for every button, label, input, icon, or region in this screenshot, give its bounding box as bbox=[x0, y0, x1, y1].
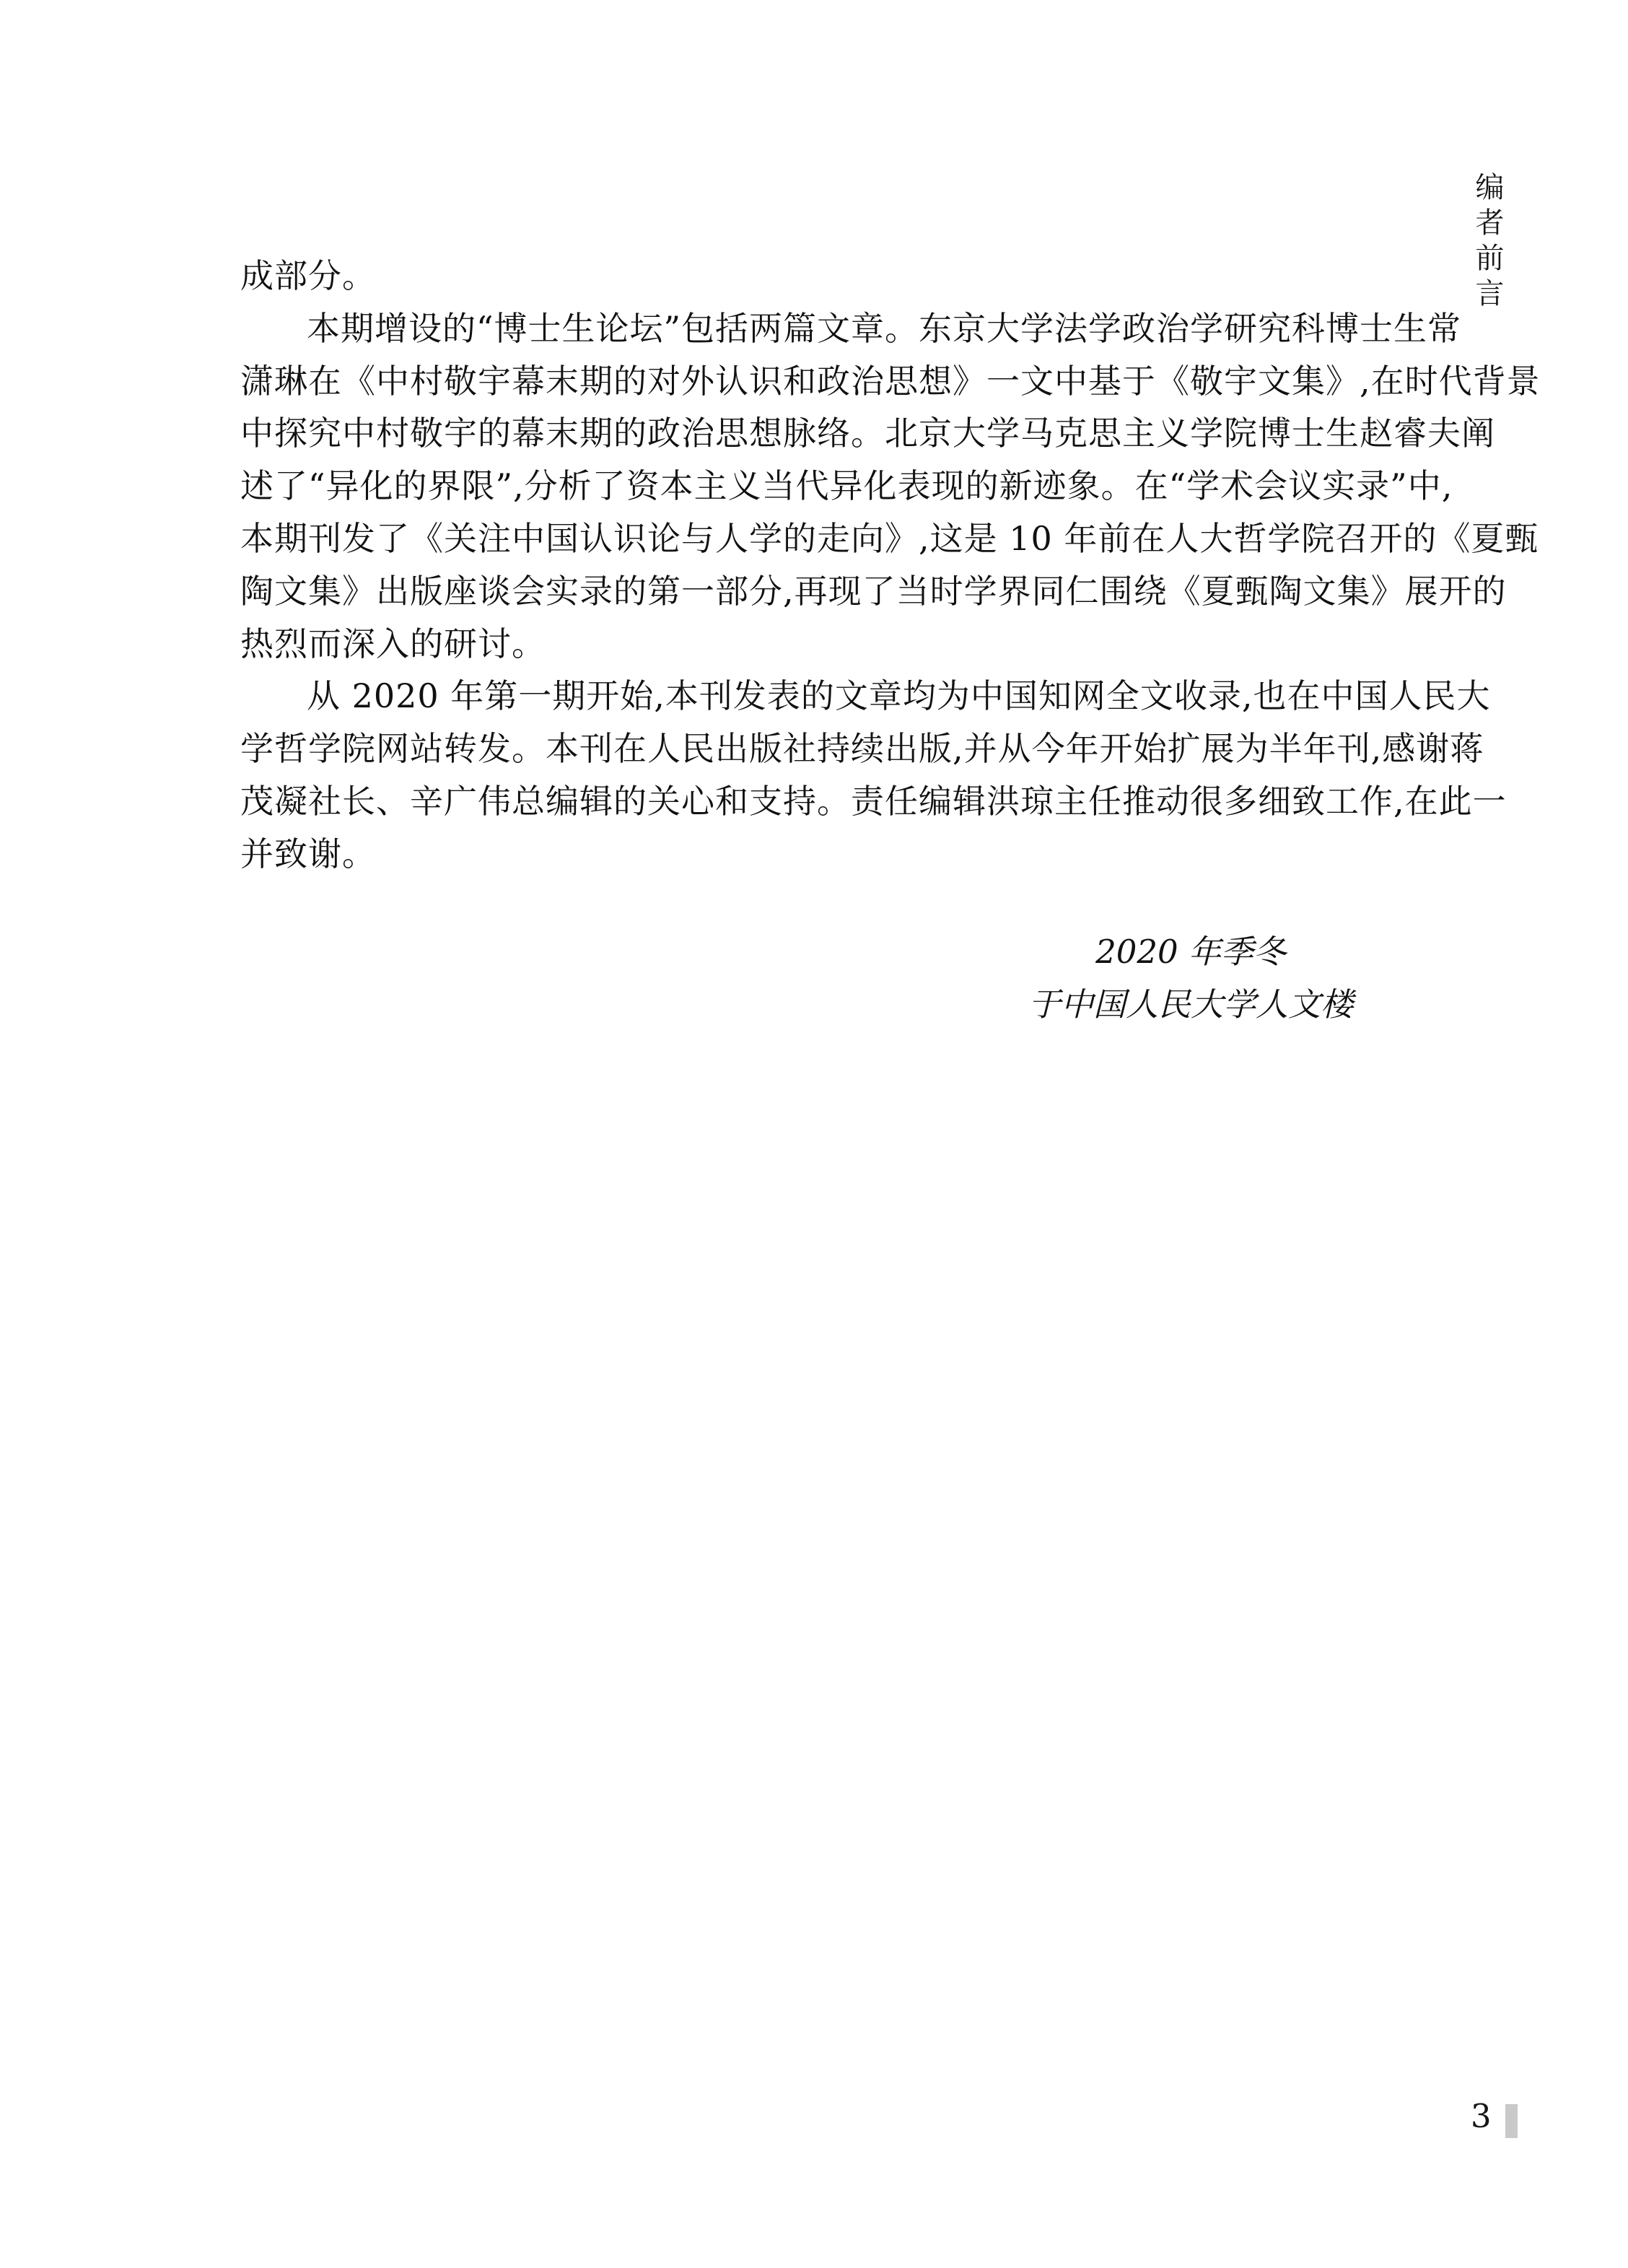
signature-place: 于中国人民大学人文楼 bbox=[1028, 985, 1354, 1024]
body-line: 并致谢。 bbox=[240, 834, 376, 873]
body-line: 茂凝社长、辛广伟总编辑的关心和支持。责任编辑洪琼主任推动很多细致工作,在此一 bbox=[240, 781, 1507, 821]
body-line: 潇琳在《中村敬宇幕末期的对外认识和政治思想》一文中基于《敬宇文集》,在时代背景 bbox=[240, 361, 1541, 401]
signature-date: 2020 年季冬 bbox=[1095, 933, 1286, 971]
body-line: 述了“异化的界限”,分析了资本主义当代异化表现的新迹象。在“学术会议实录”中, bbox=[240, 466, 1453, 506]
body-line: 本期刊发了《关注中国认识论与人学的走向》,这是 10 年前在人大哲学院召开的《夏甄 bbox=[240, 518, 1539, 558]
body-text-block bbox=[240, 250, 1541, 881]
signature-block bbox=[1028, 925, 1353, 1031]
body-line: 热烈而深入的研讨。 bbox=[240, 624, 546, 663]
body-line: 从 2020 年第一期开始,本刊发表的文章均为中国知网全文收录,也在中国人民大 bbox=[307, 676, 1491, 716]
body-line: 中探究中村敬宇的幕末期的政治思想脉络。北京大学马克思主义学院博士生赵睿夫阐 bbox=[240, 414, 1495, 453]
page-number: 3 bbox=[1471, 2097, 1492, 2135]
body-line: 学哲学院网站转发。本刊在人民出版社持续出版,并从今年开始扩展为半年刊,感谢蒋 bbox=[240, 729, 1484, 769]
body-line: 陶文集》出版座谈会实录的第一部分,再现了当时学界同仁围绕《夏甄陶文集》展开的 bbox=[240, 571, 1507, 611]
body-line: 本期增设的“博士生论坛”包括两篇文章。东京大学法学政治学研究科博士生常 bbox=[307, 308, 1462, 348]
footer-decorative-bar bbox=[1505, 2104, 1518, 2138]
margin-header-vertical-title: 编者前言 bbox=[1471, 172, 1504, 313]
body-line: 成部分。 bbox=[240, 256, 376, 295]
